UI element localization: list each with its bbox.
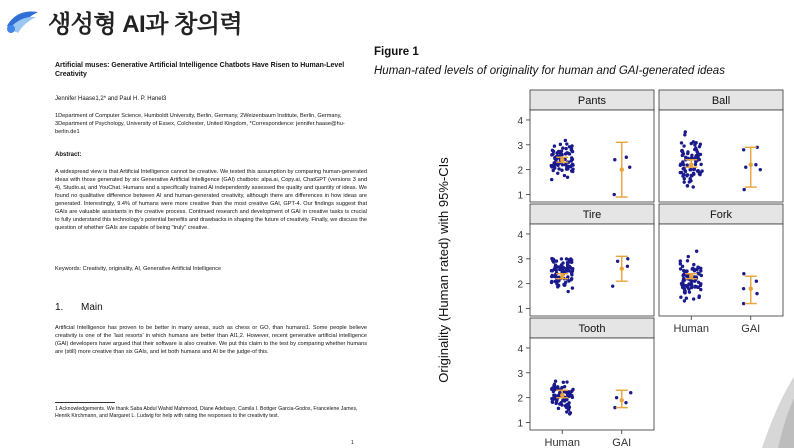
gai-point [613, 193, 616, 196]
human-point [564, 139, 567, 142]
gai-point [629, 391, 632, 394]
gai-point [626, 257, 629, 260]
x-tick-label: GAI [741, 323, 761, 335]
human-point [681, 274, 684, 277]
keywords: Keywords: Creativity, originality, AI, Generative Artificial Intelligence [55, 266, 222, 272]
human-point [567, 408, 570, 411]
human-point [563, 284, 566, 287]
gai-mean-point [749, 163, 753, 167]
human-point [682, 269, 685, 272]
paper-page [37, 40, 367, 448]
x-tick-label: GAI [612, 437, 632, 448]
human-point [570, 147, 573, 150]
gai-point [624, 401, 627, 404]
gai-point [613, 158, 616, 161]
gai-point [742, 287, 745, 290]
human-mean-point [689, 274, 693, 278]
human-point [696, 265, 699, 268]
y-tick-label: 4 [517, 115, 523, 127]
y-tick-label: 1 [517, 304, 523, 316]
human-point [687, 287, 690, 290]
facet-title: Tire [582, 209, 602, 221]
section-title: Main [81, 302, 103, 313]
human-point [688, 283, 691, 286]
y-tick-label: 1 [517, 418, 523, 430]
human-point [692, 185, 695, 188]
y-tick-label: 2 [517, 279, 523, 291]
human-point [692, 263, 695, 266]
human-point [559, 143, 562, 146]
x-tick-label: Human [673, 323, 709, 335]
human-point [697, 169, 700, 172]
facet-plot-area [659, 224, 783, 316]
human-point [699, 163, 702, 166]
human-point [685, 163, 688, 166]
human-point [681, 167, 684, 170]
human-point [565, 142, 568, 145]
facet-plot-area [530, 224, 654, 316]
human-point [551, 152, 554, 155]
gai-point [615, 396, 618, 399]
human-point [699, 288, 702, 291]
human-point [557, 150, 560, 153]
human-point [560, 169, 563, 172]
human-point [686, 173, 689, 176]
human-point [692, 297, 695, 300]
human-point [680, 149, 683, 152]
human-point [681, 279, 684, 282]
human-point [558, 268, 561, 271]
human-point [570, 144, 573, 147]
human-point [566, 176, 569, 179]
gai-point [611, 284, 614, 287]
human-point [693, 268, 696, 271]
figure-caption: Human-rated levels of originality for human and GAI-generated ideas [374, 65, 725, 77]
human-point [565, 403, 568, 406]
human-mean-point [560, 158, 564, 162]
human-point [700, 274, 703, 277]
human-point [565, 151, 568, 154]
human-point [553, 164, 556, 167]
human-point [682, 144, 685, 147]
human-point [679, 164, 682, 167]
figure-panel [372, 42, 794, 448]
y-tick-label: 1 [517, 190, 523, 202]
slide-title: 생성형 AI과 창의력 [48, 11, 243, 38]
human-point [551, 149, 554, 152]
human-point [689, 179, 692, 182]
human-point [571, 170, 574, 173]
gai-point [625, 156, 628, 159]
y-tick-label: 4 [517, 229, 523, 241]
human-point [556, 385, 559, 388]
gai-mean-point [620, 167, 624, 171]
gai-point [759, 168, 762, 171]
human-point [692, 173, 695, 176]
gai-point [742, 148, 745, 151]
y-tick-label: 2 [517, 165, 523, 177]
human-point [566, 290, 569, 293]
human-point [550, 178, 553, 181]
gai-point [744, 165, 747, 168]
human-point [550, 269, 553, 272]
human-point [563, 385, 566, 388]
human-point [553, 383, 556, 386]
human-point [685, 270, 688, 273]
gai-point [742, 188, 745, 191]
human-point [682, 180, 685, 183]
facet-plot-area [530, 338, 654, 430]
gai-mean-point [620, 398, 624, 402]
facet-plot-area [530, 110, 654, 202]
figure-label: Figure 1 [374, 46, 419, 58]
human-point [567, 279, 570, 282]
x-tick-label: Human [544, 437, 580, 448]
human-point [560, 257, 563, 260]
human-point [679, 267, 682, 270]
ribbon-logo-icon [4, 6, 42, 36]
page-number: 1 [351, 440, 354, 446]
decorative-swoosh [760, 368, 794, 448]
originality-chart [372, 42, 794, 448]
human-point [686, 150, 689, 153]
paper-title: Artificial muses: Generative Artificial Intelligence Chatbots Have Risen to Human-Level Creativity [55, 62, 345, 78]
human-point [694, 163, 697, 166]
y-tick-label: 2 [517, 393, 523, 405]
human-point [687, 255, 690, 258]
human-point [690, 142, 693, 145]
human-point [699, 269, 702, 272]
human-point [690, 154, 693, 157]
human-point [699, 284, 702, 287]
footnote-divider [55, 402, 115, 403]
human-point [561, 261, 564, 264]
footnote: 1 Acknowledgements. We thank Saba Abdul Wahid Mahmood, Diane Adebayo, Camila I. Bottger Garcia-Godos, Francelene James, Henrik Kirchmann, and Margaret L. Ludwig for help with rating the responses to the creativity test. [55, 406, 358, 419]
paper-affiliations: 1Department of Computer Science, Humboldt University, Berlin, Germany, 2Weizenbaum Institute, Berlin, Germany, 3Department of Psychology, University of Essex, Colchester, United Kingdom, *Correspondence: jennifer.haase@hu-berlin.de1 [55, 113, 345, 135]
human-point [563, 174, 566, 177]
human-point [688, 168, 691, 171]
human-point [694, 147, 697, 150]
facet-title: Ball [711, 95, 731, 107]
slide-header [0, 0, 794, 40]
human-point [568, 412, 571, 415]
human-point [685, 297, 688, 300]
human-mean-point [689, 163, 693, 167]
human-point [569, 164, 572, 167]
abstract-heading: Abstract: [55, 152, 82, 158]
gai-mean-point [749, 286, 753, 290]
human-point [694, 285, 697, 288]
facet-title: Tooth [578, 323, 606, 335]
human-point [684, 156, 687, 159]
human-point [682, 163, 685, 166]
human-point [565, 269, 568, 272]
y-tick-label: 3 [517, 368, 523, 380]
human-point [566, 266, 569, 269]
human-point [568, 391, 571, 394]
gai-point [754, 163, 757, 166]
gai-point [626, 265, 629, 268]
human-point [565, 380, 568, 383]
human-point [686, 259, 689, 262]
human-point [558, 402, 561, 405]
gai-point [742, 272, 745, 275]
human-point [567, 258, 570, 261]
human-point [551, 400, 554, 403]
body-text: Artificial Intelligence has proven to be better in many areas, such as chess or GO, than humans1. Some people believe creativity is one of the 'last resorts' in which humans are better than AI1,2. However, recent generative artificial intelligence (GAI) developers have argued that their software is also creative. We put this claim to the test by comparing whether humans are (still) more creative than six GAIs, and let both humans and AI be the judge-of this. [55, 325, 367, 355]
human-point [563, 399, 566, 402]
human-point [561, 146, 564, 149]
gai-point [616, 260, 619, 263]
human-point [554, 280, 557, 283]
gai-point [755, 292, 758, 295]
human-point [696, 152, 699, 155]
human-point [564, 147, 567, 150]
human-point [697, 281, 700, 284]
y-tick-label: 3 [517, 140, 523, 152]
section-number: 1. [55, 302, 64, 313]
human-point [698, 294, 701, 297]
human-point [698, 173, 701, 176]
human-point [699, 142, 702, 145]
human-point [552, 260, 555, 263]
human-point [694, 141, 697, 144]
facet-title: Pants [577, 95, 607, 107]
facet-title: Fork [710, 209, 732, 221]
human-point [682, 152, 685, 155]
abstract-text: A widespread view is that Artificial Intelligence cannot be creative. We tested this assumption by comparing human-generated ideas with those generated by six Generative Artificial Intelligence (GAI) chatbots: alpa.ai, Copy.ai, ChatGPT (versions 3 and 4), Studio.ai, and YouChat. Humans and a specifically trained AI independently assessed the quality and quantity of ideas. We found no qualitative difference between AI and human-generated creativity, although there are differences in how ideas are generated. Interestingly, 9.4% of humans were more creative than the most creative GAI, GPT-4. Our findings suggest that GAIs are valuable assistants in the creative process. Continued research and development of GAI in creative tasks is crucial to fully understand this technology's potential benefits and drawbacks in shaping the future of creativity. Finally, we discuss the question of whether GAIs are capable of being "truly" creative. [55, 169, 367, 231]
human-point [554, 263, 557, 266]
human-point [566, 263, 569, 266]
y-tick-label: 3 [517, 254, 523, 266]
human-point [571, 158, 574, 161]
human-mean-point [560, 393, 564, 397]
human-point [554, 380, 557, 383]
facet-plot-area [659, 110, 783, 202]
human-point [680, 141, 683, 144]
human-point [555, 401, 558, 404]
human-point [695, 250, 698, 253]
human-point [683, 288, 686, 291]
human-point [688, 290, 691, 293]
paper-authors: Jennifer Haase1,2* and Paul H. P. Hanel3 [55, 96, 167, 102]
human-point [684, 170, 687, 173]
human-point [686, 184, 689, 187]
human-point [571, 269, 574, 272]
y-axis-label: Originality (Human rated) with 95%-CIs [436, 157, 451, 383]
human-point [557, 284, 560, 287]
human-point [683, 133, 686, 136]
gai-point [755, 279, 758, 282]
human-point [550, 275, 553, 278]
gai-point [628, 165, 631, 168]
human-point [557, 407, 560, 410]
gai-mean-point [620, 267, 624, 271]
human-point [550, 281, 553, 284]
human-point [562, 381, 565, 384]
human-point [552, 390, 555, 393]
human-point [679, 262, 682, 265]
human-point [571, 286, 574, 289]
human-point [681, 174, 684, 177]
y-tick-label: 4 [517, 343, 523, 355]
human-point [565, 166, 568, 169]
human-point [556, 164, 559, 167]
human-point [553, 144, 556, 147]
human-point [679, 295, 682, 298]
human-mean-point [560, 274, 564, 278]
human-point [556, 172, 559, 175]
section-heading [55, 302, 103, 313]
